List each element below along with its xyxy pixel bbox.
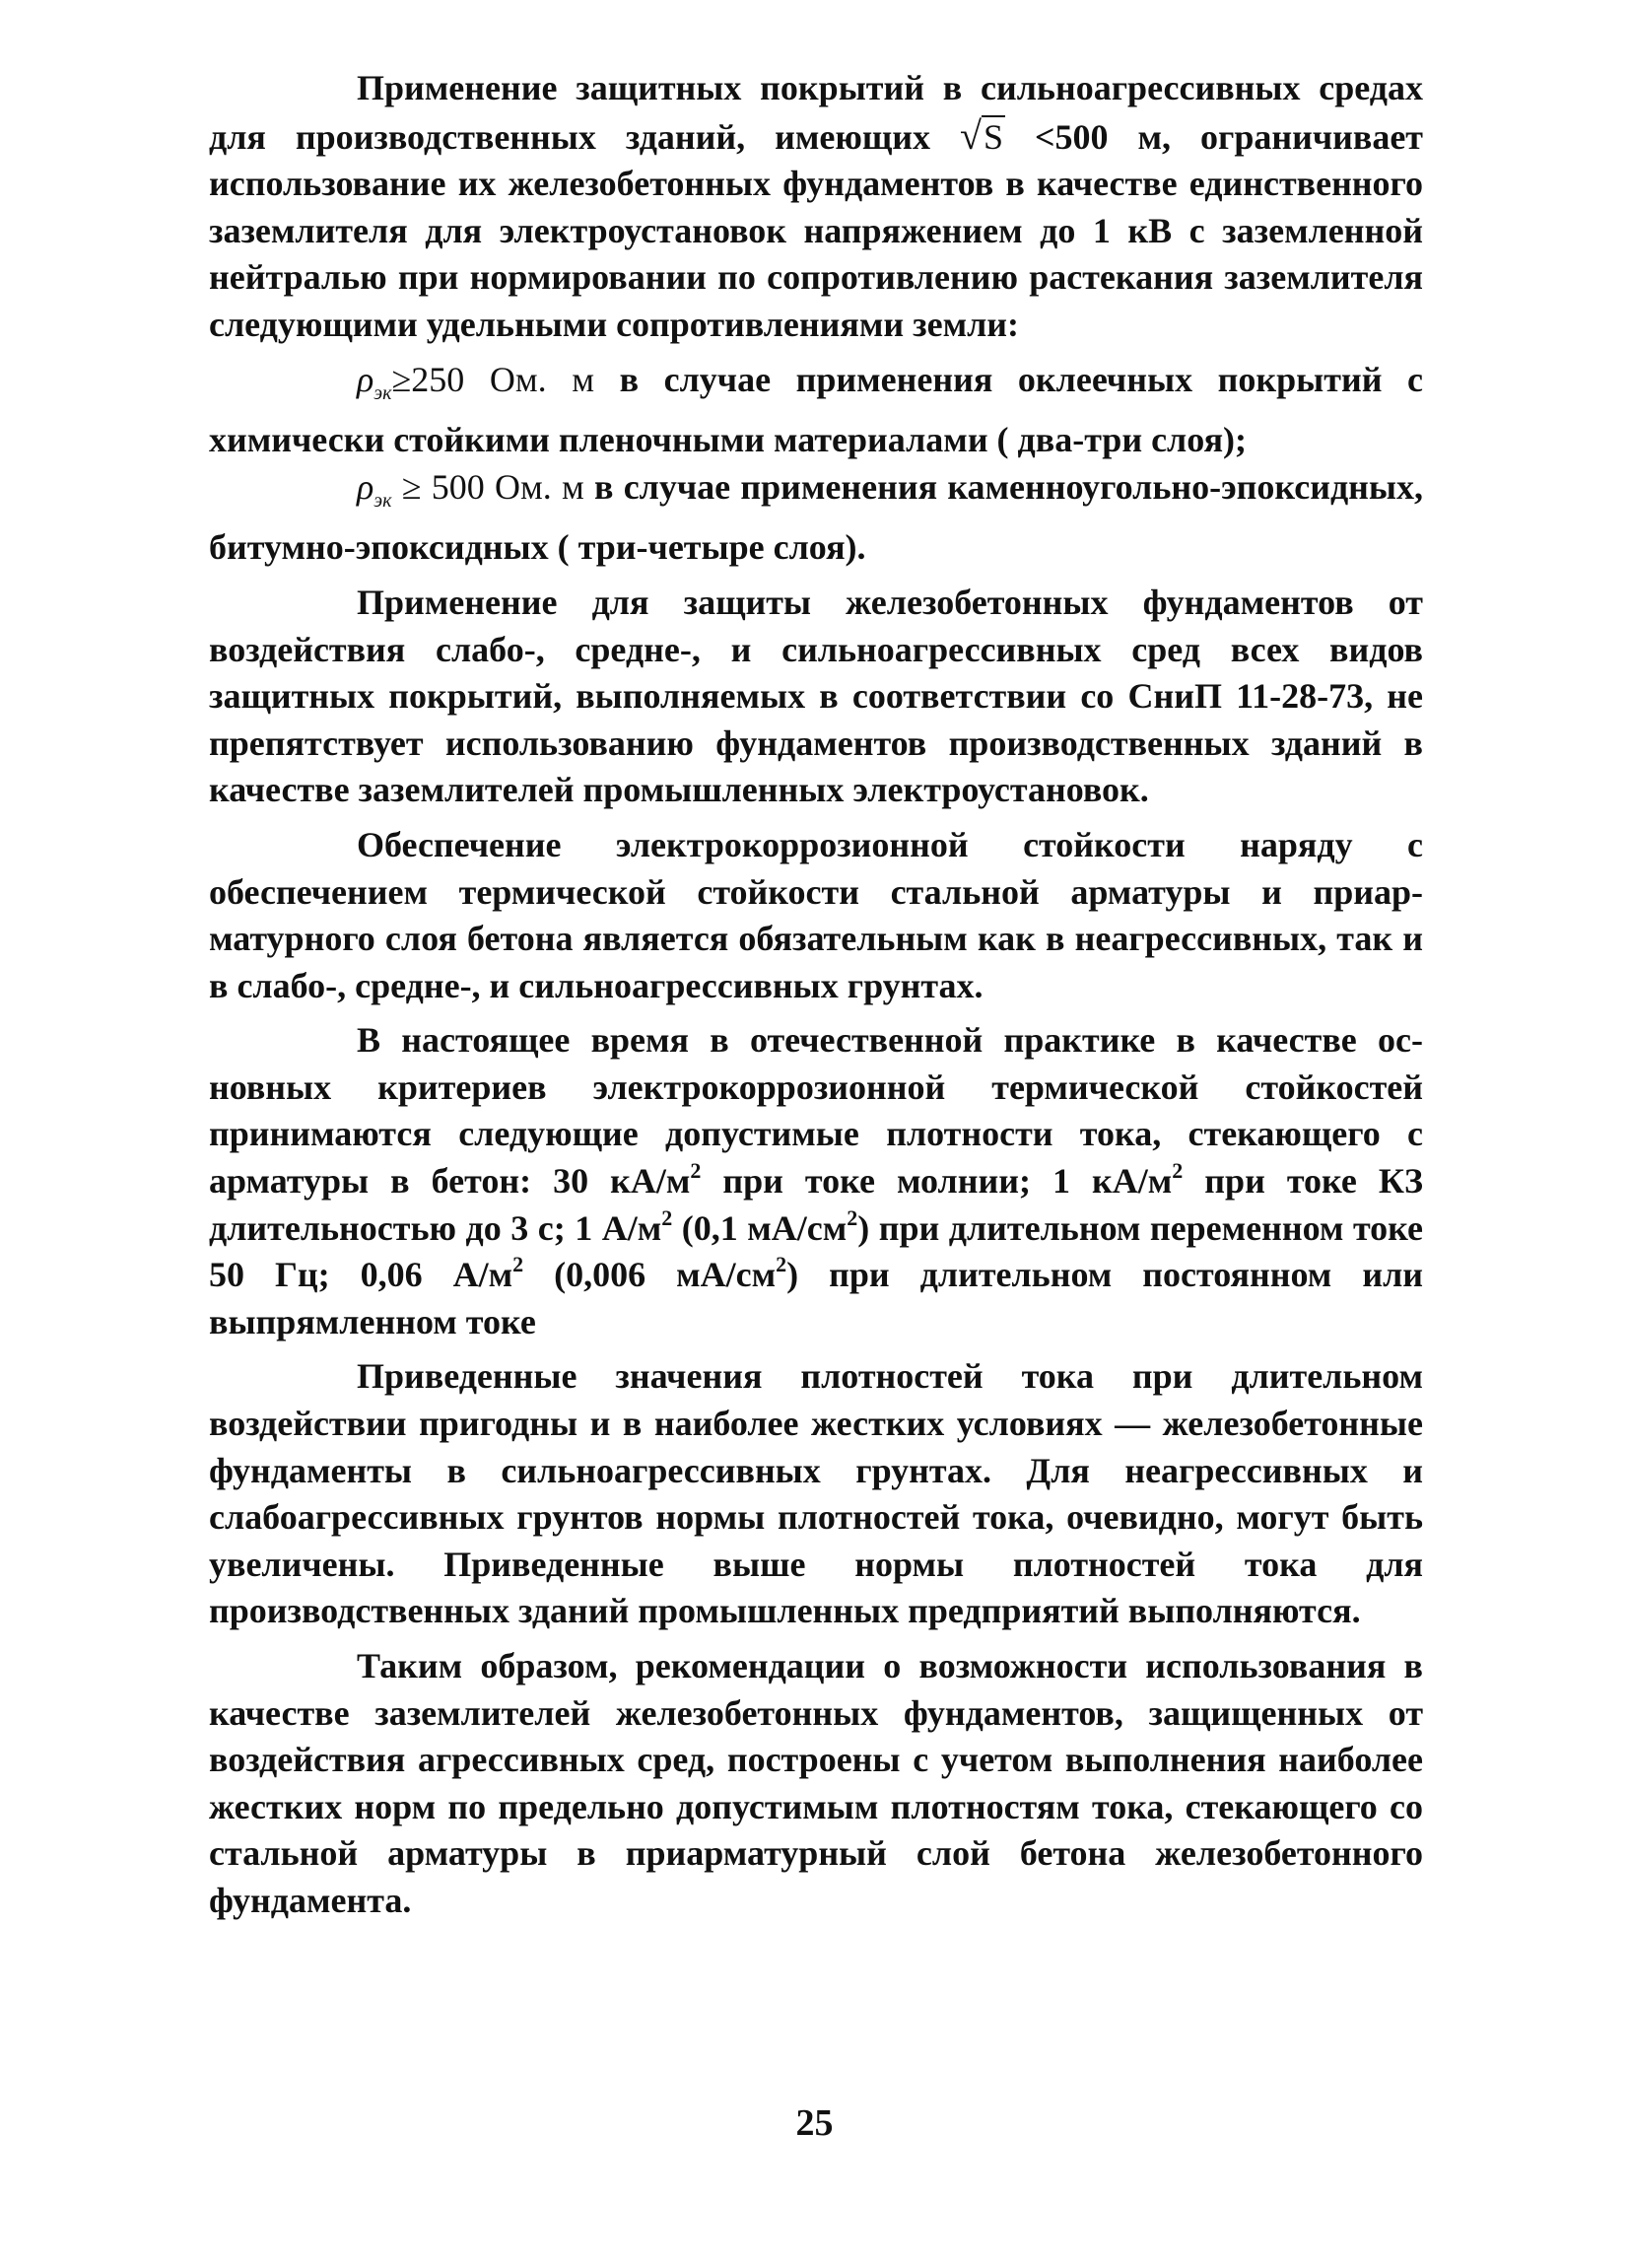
paragraph-electrocorrosion-resistance: Обеспечение электрокоррозионной стойкости наряду с обеспечением термической стойкости стальной арматуры и приарматурного слоя бетона является обязательным как в неагрессивных, так и в слабо-, средне-, и сильноагрессивных грунтах.	[209, 824, 1423, 1005]
paragraph-protective-coatings: Применение защитных покрытий в сильноагрессивных средах для производственных зданий, имеющих √S <500 м, ограничивает использование их железобетонных фундаментов в качестве единственного заземлителя для электроустановок напряжением до 1 кВ с заземленной нейтралью при нормировании по сопротивлению растекания заземлителя следующими удельными сопротивлениями земли:	[209, 68, 1423, 344]
resistivity-symbol: $\rho_{эк}$	[357, 466, 392, 512]
paragraph-conclusion: Таким образом, рекомендации о возможности использования в качестве заземлителей железобетонных фундаментов, защищенных от воздействия агрессивных сред, построены с учетом выполнения наиболее жестких норм по предельно допустимым плотностям тока, стекающего со стальной арматуры в приарматурный слой бетона железобетонного фундамента.	[209, 1646, 1423, 1920]
radical-sign: √	[960, 112, 982, 158]
paragraph-current-density-values: Приведенные значения плотностей тока при длительном воздействии пригодны и в наиболее жестких условиях — железобетонные фундаменты в сильноагрессивных грунтах. Для неагрессивных и слабоагрессивных грунтов нормы плотностей тока, очевидно, могут быть увеличены. Приведенные выше нормы плотностей тока для производственных зданий промышленных предприятий выполняются.	[209, 1356, 1423, 1631]
page-number: 25	[795, 2102, 834, 2144]
body-text	[209, 65, 1423, 1933]
square-root-expression	[960, 112, 1005, 158]
paragraph-current-density-criteria: В настоящее время в отечественной практике в качестве основных критериев электрокоррозионной термической стойкостей принимаются следующие допустимые плотности тока, стекающего с арматуры в бетон: 30 $кА/м^2$ при токе молнии; 1 $кА/м^2$ при токе КЗ длительностью до 3 с; 1 $А/м^2$ (0,1 $мА/см^2$) при длительном переменном токе 50 Гц; 0,06 $А/м^2$ (0,006 $мА/см^2$) при длительном постоянном или выпрямленном токе	[209, 1020, 1424, 1341]
radicand: S	[983, 116, 1003, 157]
formula-250: $\rho_{эк}\ge 250$ Ом. м в случае применения оклеечных покрытий с химически стойкими пленочными материалами ( два-три слоя);	[209, 359, 1424, 460]
resistivity-symbol: $\rho_{эк}$	[357, 359, 392, 404]
paragraph-coatings-application: Применение для защиты железобетонных фундаментов от воздействия слабо-, средне-, и сильноагрессивных сред всех видов защитных покрытий, выполняемых в соответствии со СниП 11-28-73, не препятствует использованию фундаментов производственных зданий в качестве заземлителей промышленных электроустановок.	[209, 582, 1423, 810]
formula-500: $\rho_{эк} \ge 500$ Ом. м в случае применения каменноугольно-эпоксидных, битумно-эпоксидных ( три-четыре слоя).	[209, 466, 1424, 568]
